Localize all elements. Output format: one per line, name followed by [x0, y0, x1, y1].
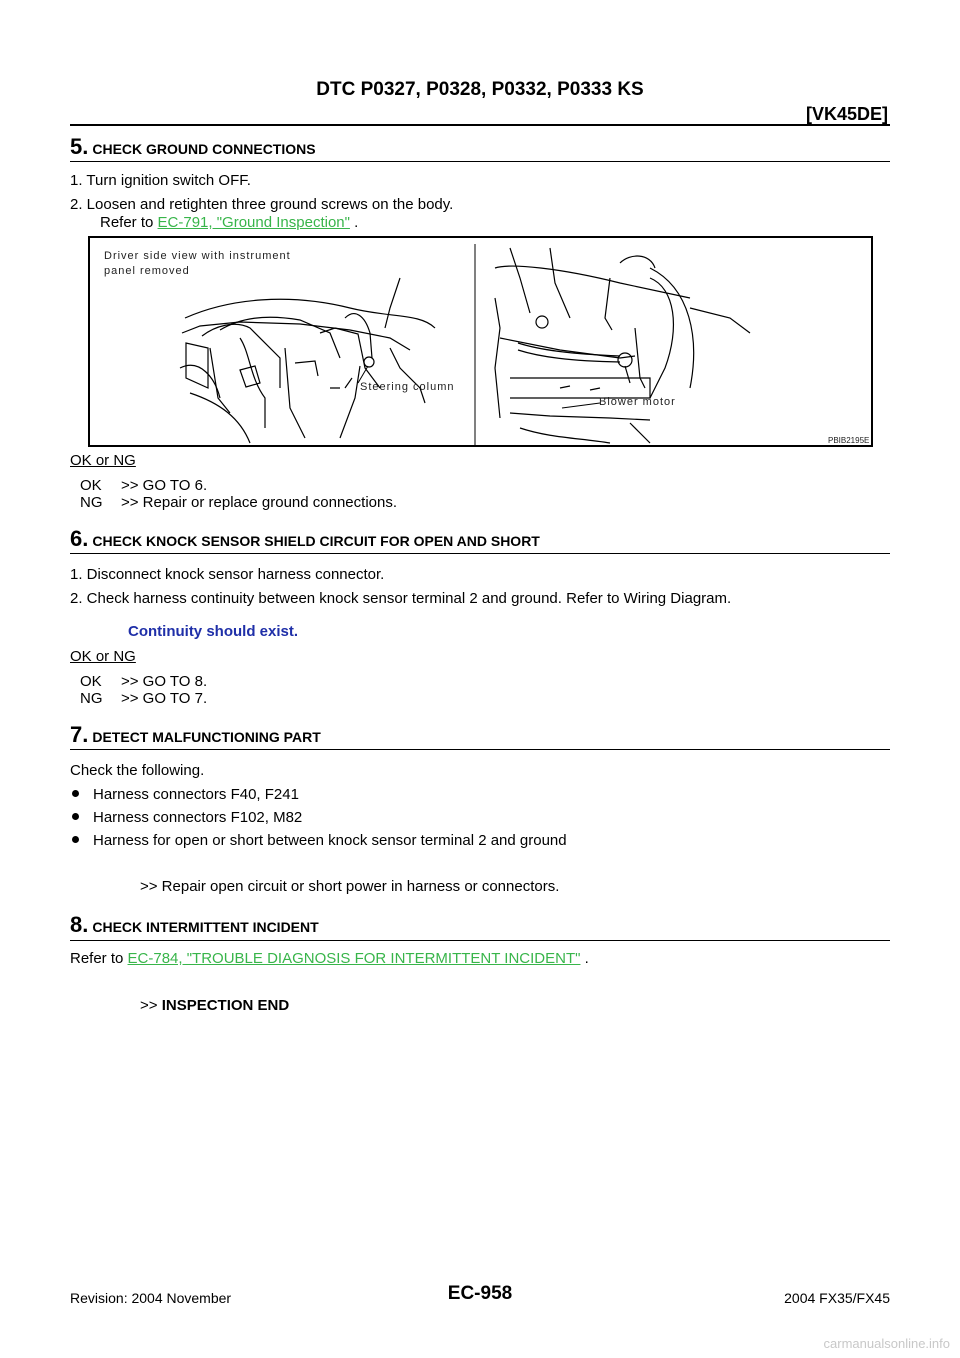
ground-inspection-link[interactable]: EC-791, "Ground Inspection": [157, 214, 350, 231]
step-title: CHECK KNOCK SENSOR SHIELD CIRCUIT FOR OPEN AND SHORT: [92, 533, 540, 549]
ok-or-ng-label: OK or NG: [70, 648, 136, 665]
instruction-line: 2. Loosen and retighten three ground screws on the body.: [70, 196, 454, 213]
list-item-text: Harness connectors F40, F241: [93, 786, 299, 803]
reference-prefix: Refer to: [100, 214, 158, 231]
engine-code: [VK45DE]: [805, 104, 888, 124]
instruction-line: 1. Turn ignition switch OFF.: [70, 172, 251, 189]
step-title: CHECK INTERMITTENT INCIDENT: [92, 919, 319, 935]
result-ok-key: OK: [80, 673, 102, 690]
bullet-icon: [72, 790, 79, 797]
result-ng-action: >> Repair or replace ground connections.: [121, 494, 398, 511]
step-number: 7.: [70, 722, 89, 747]
list-item: [72, 809, 302, 826]
watermark: carmanualsonline.info: [823, 1336, 950, 1351]
result-ok-key: OK: [80, 477, 102, 494]
figure-label-driver-side: Driver side view with instrument: [104, 250, 291, 262]
step-number: 5.: [70, 134, 89, 159]
step-title: CHECK GROUND CONNECTIONS: [92, 141, 316, 157]
reference-suffix: .: [580, 950, 589, 967]
figure-label-steering-column: Steering column: [360, 381, 455, 393]
step-number: 8.: [70, 912, 89, 937]
reference-suffix: .: [349, 214, 359, 231]
page-title: DTC P0327, P0328, P0332, P0333 KS: [316, 79, 644, 100]
inspection-end-label: INSPECTION END: [161, 997, 290, 1014]
figure-label-panel-removed: panel removed: [104, 265, 190, 277]
bullet-icon: [72, 813, 79, 820]
result-ok-action: >> GO TO 8.: [121, 673, 208, 690]
step-6-heading: [70, 526, 540, 552]
step-rule: [70, 161, 890, 162]
list-item-text: Harness connectors F102, M82: [93, 809, 303, 826]
step-rule: [70, 749, 890, 750]
figure-code: PBIB2195E: [828, 436, 870, 445]
step-rule: [70, 553, 890, 554]
step-7-heading: [70, 722, 321, 748]
reference-line: [70, 950, 589, 967]
result-ok-action: >> GO TO 6.: [121, 477, 208, 494]
list-item: [72, 786, 299, 803]
figure-label-blower-motor: Blower motor: [599, 396, 676, 408]
step-5-heading: [70, 134, 316, 160]
step-rule: [70, 940, 890, 941]
step-8-heading: [70, 912, 319, 938]
figure-drawing: [90, 238, 871, 445]
ok-or-ng-label: OK or NG: [70, 452, 136, 469]
check-intro: Check the following.: [70, 762, 205, 779]
end-line: [140, 997, 289, 1014]
specification-text: Continuity should exist.: [128, 623, 299, 640]
vehicle-model: 2004 FX35/FX45: [784, 1290, 890, 1306]
repair-action: >> Repair open circuit or short power in harness or connectors.: [140, 878, 560, 895]
result-ng-key: NG: [80, 494, 103, 511]
bullet-icon: [72, 836, 79, 843]
reference-line: [100, 214, 358, 231]
header-rule: [70, 124, 890, 126]
instruction-line: 1. Disconnect knock sensor harness connector.: [70, 566, 385, 583]
page-number: EC-958: [447, 1283, 513, 1304]
list-item: [72, 832, 567, 849]
list-item-text: Harness for open or short between knock sensor terminal 2 and ground: [93, 832, 567, 849]
end-prefix: >>: [140, 997, 162, 1014]
intermittent-incident-link[interactable]: EC-784, "TROUBLE DIAGNOSIS FOR INTERMITTENT INCIDENT": [127, 950, 581, 967]
reference-prefix: Refer to: [70, 950, 128, 967]
step-title: DETECT MALFUNCTIONING PART: [92, 729, 321, 745]
result-ng-key: NG: [80, 690, 103, 707]
step-number: 6.: [70, 526, 89, 551]
instruction-line: 2. Check harness continuity between knock sensor terminal 2 and ground. Refer to Wiring Diagram.: [70, 590, 732, 607]
revision-text: Revision: 2004 November: [70, 1290, 232, 1306]
result-ng-action: >> GO TO 7.: [121, 690, 208, 707]
ground-location-figure: [88, 236, 873, 447]
